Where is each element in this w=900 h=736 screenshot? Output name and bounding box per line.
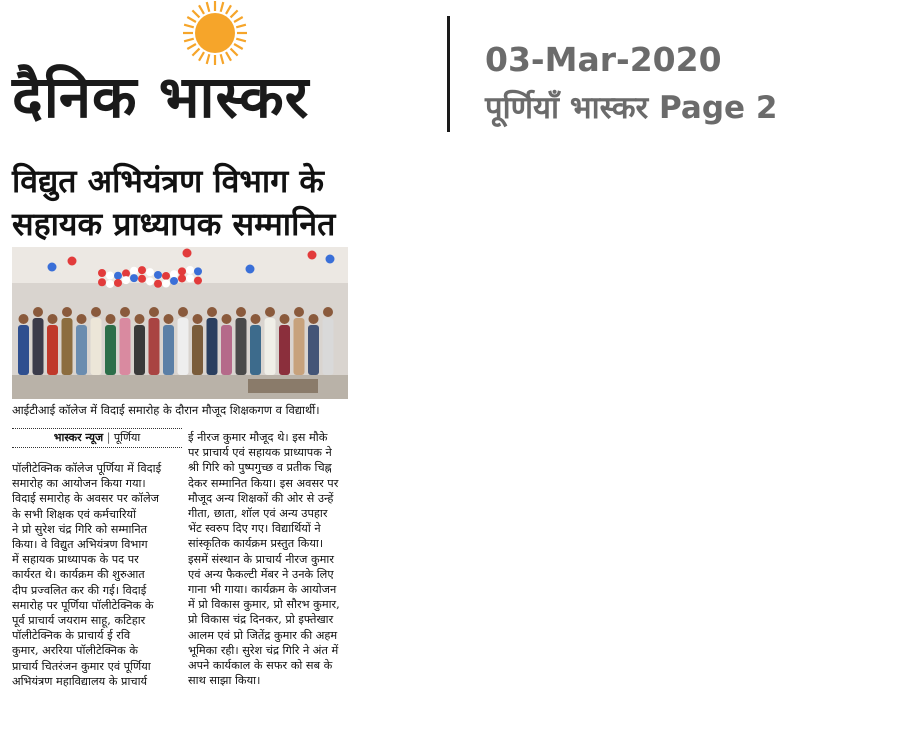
article-headline bbox=[12, 160, 352, 246]
sun-logo-icon bbox=[182, 0, 248, 66]
article-line: कार्यरत थे। कार्यक्रम की शुरुआत bbox=[12, 568, 145, 582]
article-line: इसमें संस्थान के प्राचार्य नीरज कुमार bbox=[188, 552, 334, 566]
article-line: गाना भी गाया। कार्यक्रम के आयोजन bbox=[188, 583, 337, 597]
article-line: देकर सम्मानित किया। इस अवसर पर bbox=[188, 476, 339, 490]
article-line: में प्रो विकास कुमार, प्रो सौरभ कुमार, bbox=[188, 598, 340, 612]
byline-place: पूर्णिया bbox=[113, 431, 141, 444]
article-column-2 bbox=[188, 430, 350, 688]
masthead-divider bbox=[447, 16, 450, 132]
photo-caption: आईटीआई कॉलेज में विदाई समारोह के दौरान मौजूद शिक्षकगण व विद्यार्थी। bbox=[12, 403, 320, 417]
article-line: समारोह का आयोजन किया गया। bbox=[12, 477, 146, 491]
byline-source: भास्कर न्यूज bbox=[53, 431, 104, 444]
article-line: आलम एवं प्रो जितेंद्र कुमार की अहम bbox=[188, 628, 338, 642]
article-line: गीता, छाता, शॉल एवं अन्य उपहार bbox=[188, 507, 328, 521]
article-line: अपने कार्यकाल के सफर को सब के bbox=[188, 659, 333, 673]
article-line: श्री गिरि को पुष्पगुच्छ व प्रतीक चिह्न bbox=[188, 461, 332, 475]
article-line: सांस्कृतिक कार्यक्रम प्रस्तुत किया। bbox=[188, 537, 324, 551]
article-line: विदाई समारोह के अवसर पर कॉलेज bbox=[12, 492, 160, 506]
article-line: एवं अन्य फैकल्टी मेंबर ने उनके लिए bbox=[188, 567, 334, 581]
article-line: ई नीरज कुमार मौजूद थे। इस मौके bbox=[188, 431, 328, 444]
headline-line-2: सहायक प्राध्यापक सम्मानित bbox=[12, 205, 336, 243]
article-line: प्रो विकास चंद्र दिनकर, प्रो इफ्तेखार bbox=[188, 613, 334, 627]
article-line: पर प्राचार्य एवं सहायक प्राध्यापक ने bbox=[188, 446, 332, 460]
article-line: पॉलीटेक्निक कॉलेज पूर्णिया में विदाई bbox=[12, 462, 162, 475]
article-line: किया। वे विद्युत अभियंत्रण विभाग bbox=[12, 538, 148, 552]
headline-line-1: विद्युत अभियंत्रण विभाग के bbox=[12, 162, 324, 200]
article-line: समारोह पर पूर्णिया पॉलीटेक्निक के bbox=[12, 598, 154, 612]
article-line: भूमिका रही। सुरेश चंद्र गिरि ने अंत में bbox=[188, 643, 339, 657]
article-line: साथ साझा किया। bbox=[188, 674, 261, 688]
article-line: कुमार, अररिया पॉलीटेक्निक के bbox=[12, 644, 138, 658]
event-photo bbox=[12, 247, 348, 399]
article-column-1 bbox=[12, 461, 182, 689]
article-line: पॉलीटेक्निक के प्राचार्य ई रवि bbox=[12, 629, 131, 643]
article-line: ने प्रो सुरेश चंद्र गिरि को सम्मानित bbox=[12, 522, 148, 536]
article-line: अभियंत्रण महाविद्यालय के प्राचार्य bbox=[12, 674, 148, 688]
article-line: दीप प्रज्वलित कर की गई। विदाई bbox=[12, 583, 147, 597]
newspaper-logo: दैनिक भास्कर bbox=[12, 63, 310, 131]
article-line: के सभी शिक्षक एवं कर्मचारियों bbox=[12, 507, 137, 521]
publication-date: 03-Mar-2020 bbox=[485, 40, 722, 79]
article-line: में सहायक प्राध्यापक के पद पर bbox=[12, 553, 139, 567]
edition-page-label: पूर्णियाँ भास्कर Page 2 bbox=[485, 90, 778, 126]
article-line: मौजूद अन्य शिक्षकों की ओर से उन्हें bbox=[188, 491, 334, 505]
byline-separator: | bbox=[106, 431, 114, 444]
byline bbox=[12, 428, 182, 448]
article-line: प्राचार्य चितरंजन कुमार एवं पूर्णिया bbox=[12, 659, 151, 673]
article-line: भेंट स्वरुप दिए गए। विद्यार्थियों ने bbox=[188, 522, 321, 536]
article-line: पूर्व प्राचार्य जयराम साहू, कटिहार bbox=[12, 614, 146, 628]
